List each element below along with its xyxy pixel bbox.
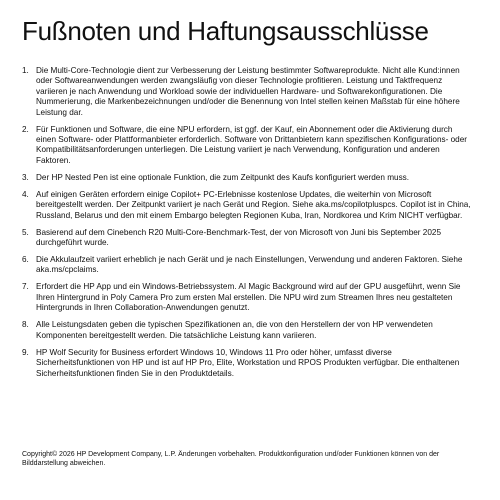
footnote-item <box>22 228 472 249</box>
footnote-item <box>22 125 472 167</box>
footnote-text: Auf einigen Geräten erfordern einige Copilot+ PC-Erlebnisse kostenlose Updates, die weiterhin von Microsoft bereitgestellt werden. Der Zeitpunkt variiert je nach Gerät und Region. Siehe aka.ms/copilotpluspcs. Copilot ist in China, Russland, Belarus und den mit einem Embargo belegten Regionen Kuba, Iran, Nordkorea und Krim NICHT verfügbar. <box>36 189 471 220</box>
footnote-text: Für Funktionen und Software, die eine NPU erfordern, ist ggf. der Kauf, ein Abonnement oder die Aktivierung durch einen Software- oder Plattformanbieter erforderlich. Software von Drittanbietern kann spezifischen Konfigurations- oder Kompatibilitätsanforderungen unterliegen. Die Leistung variiert je nach Verwendung, Konfiguration und anderen Faktoren. <box>36 124 467 165</box>
footnote-text: Der HP Nested Pen ist eine optionale Funktion, die zum Zeitpunkt des Kaufs konfiguriert werden muss. <box>36 172 410 182</box>
footnote-item <box>22 190 472 221</box>
footnote-number: 4. <box>22 189 29 199</box>
footnote-item <box>22 282 472 313</box>
footnote-text: Die Multi-Core-Technologie dient zur Verbesserung der Leistung bestimmter Softwareprodukte. Nicht alle Kund:innen oder Softwareanwendungen werden zwangsläufig von dieser Technologie profitieren. Leistung und Taktfrequenz variieren je nach Anwendung und Workload sowie der individuellen Hardware- und Softwarekonfigurationen. Die Nummerierung, die Markenbezeichnungen und/oder die Benennung von Intel stellen keinen Maßstab für eine höhere Leistung dar. <box>36 66 460 117</box>
copyright-notice: Copyright© 2026 HP Development Company, L.P. Änderungen vorbehalten. Produktkonfiguration und/oder Funktionen können von der Bilddarstellung abweichen. <box>22 451 440 467</box>
footnote-list <box>22 66 472 386</box>
footnote-item <box>22 255 472 276</box>
footnote-number: 3. <box>22 172 29 182</box>
footnote-number: 9. <box>22 347 29 357</box>
footnote-text: Die Akkulaufzeit variiert erheblich je nach Gerät und je nach Einstellungen, Verwendung und anderen Faktoren. Siehe aka.ms/cpclaims. <box>36 255 463 275</box>
footnote-number: 6. <box>22 255 29 265</box>
footnote-number: 7. <box>22 282 29 292</box>
footnote-text: Erfordert die HP App und ein Windows-Betriebssystem. AI Magic Background wird auf der GPU ausgeführt, wenn Sie Ihren Hintergrund in Poly Camera Pro zum ersten Mal erstellen. Die NPU wird zum Streamen Ihres neu gestalteten Hintergrunds in Ihren Collaboration-Anwendungen genutzt. <box>36 282 461 313</box>
footnote-number: 8. <box>22 320 29 330</box>
footnote-item <box>22 66 472 118</box>
footnote-number: 1. <box>22 66 29 75</box>
footnote-item <box>22 320 472 341</box>
footnote-number: 2. <box>22 124 29 134</box>
footnote-text: HP Wolf Security for Business erfordert Windows 10, Windows 11 Pro oder höher, umfasst diverse Sicherheitsfunktionen von HP und ist auf HP Pro, Elite, Workstation und RPOS Produkten verfügbar. Die enthaltenen Sicherheitsfunktionen finden Sie in den Produktdetails. <box>36 347 460 378</box>
page-title: Fußnoten und Haftungsausschlüsse <box>22 16 429 46</box>
footnote-text: Basierend auf dem Cinebench R20 Multi-Core-Benchmark-Test, der von Microsoft von Juni bis September 2025 durchgeführt wurde. <box>36 227 442 248</box>
footnote-item <box>22 348 472 379</box>
footnote-item <box>22 173 472 183</box>
footnote-text: Alle Leistungsdaten geben die typischen Spezifikationen an, die von den Herstellern der von HP verwendeten Komponenten bereitgestellt werden. Die tatsächliche Leistung kann variieren. <box>36 320 433 340</box>
footnote-number: 5. <box>22 227 29 237</box>
